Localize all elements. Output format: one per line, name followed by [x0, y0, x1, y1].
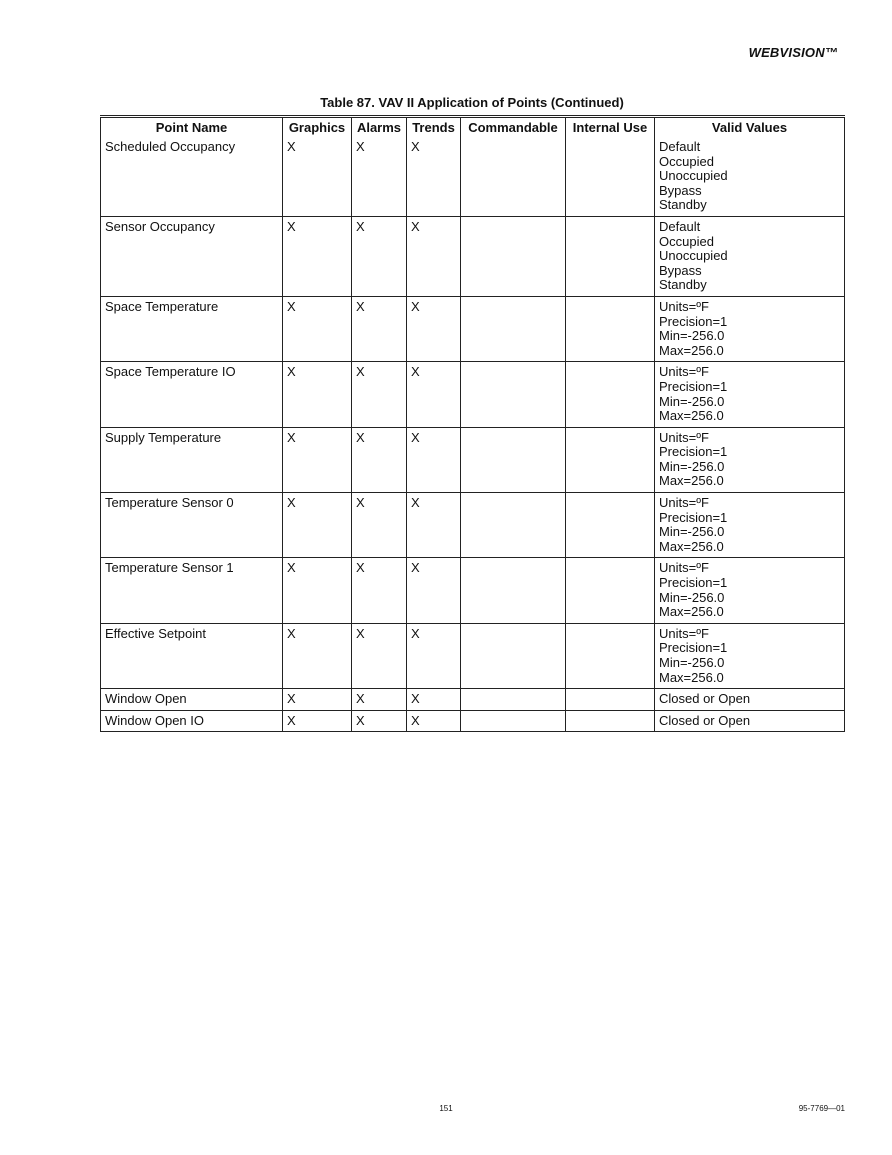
valid-value-line: Occupied — [659, 233, 714, 249]
valid-value-line: Standby — [659, 277, 707, 293]
valid-value-line: Max=256.0 — [659, 669, 724, 685]
valid-value-line: Closed or Open — [659, 691, 751, 707]
graphics-cell: X — [283, 296, 352, 361]
trends-cell: X — [407, 362, 461, 427]
valid-values-cell — [655, 493, 845, 558]
valid-value-line: Min=-256.0 — [659, 524, 725, 540]
alarms-cell: X — [352, 623, 407, 688]
table-row — [101, 493, 845, 558]
point-name-cell: Window Open IO — [101, 710, 283, 732]
valid-values-cell — [655, 623, 845, 688]
commandable-cell — [461, 689, 566, 711]
table-row — [101, 689, 845, 711]
point-name-cell: Sensor Occupancy — [101, 216, 283, 296]
table-row — [101, 216, 845, 296]
table-row — [101, 137, 845, 216]
alarms-cell: X — [352, 689, 407, 711]
running-header-product: WEBVISION™ — [748, 45, 838, 60]
table-row — [101, 427, 845, 492]
trends-cell: X — [407, 558, 461, 623]
document-number: 95-7769—01 — [798, 1104, 845, 1113]
valid-value-line: Min=-256.0 — [659, 458, 725, 474]
commandable-cell — [461, 493, 566, 558]
table-row — [101, 362, 845, 427]
page-number: 151 — [439, 1104, 453, 1113]
table-header-row — [101, 117, 845, 138]
valid-value-line: Max=256.0 — [659, 342, 724, 358]
valid-value-line: Bypass — [659, 182, 702, 198]
valid-value-line: Precision=1 — [659, 378, 728, 394]
valid-value-line: Precision=1 — [659, 313, 728, 329]
trends-cell: X — [407, 137, 461, 216]
valid-value-line: Max=256.0 — [659, 408, 724, 424]
trends-cell: X — [407, 493, 461, 558]
valid-value-line: Min=-256.0 — [659, 393, 725, 409]
valid-value-line: Units=ºF — [659, 625, 709, 641]
alarms-cell: X — [352, 427, 407, 492]
point-name-cell: Window Open — [101, 689, 283, 711]
valid-value-line: Precision=1 — [659, 444, 728, 460]
internal-use-cell — [566, 427, 655, 492]
commandable-cell — [461, 427, 566, 492]
valid-value-line: Units=ºF — [659, 364, 709, 380]
valid-value-line: Unoccupied — [659, 168, 728, 184]
points-table — [100, 115, 845, 732]
point-name-cell: Effective Setpoint — [101, 623, 283, 688]
trends-cell: X — [407, 216, 461, 296]
internal-use-cell — [566, 137, 655, 216]
valid-value-line: Max=256.0 — [659, 538, 724, 554]
valid-value-line: Units=ºF — [659, 495, 709, 511]
valid-value-line: Min=-256.0 — [659, 328, 725, 344]
graphics-cell: X — [283, 137, 352, 216]
valid-values-cell — [655, 558, 845, 623]
point-name-cell: Supply Temperature — [101, 427, 283, 492]
point-name-cell: Scheduled Occupancy — [101, 137, 283, 216]
column-header-alarms: Alarms — [352, 117, 407, 138]
alarms-cell: X — [352, 558, 407, 623]
valid-value-line: Min=-256.0 — [659, 655, 725, 670]
trends-cell: X — [407, 689, 461, 711]
commandable-cell — [461, 558, 566, 623]
table-caption: Table 87. VAV II Application of Points (Continued) — [320, 95, 624, 110]
valid-value-line: Precision=1 — [659, 509, 728, 525]
trends-cell: X — [407, 296, 461, 361]
alarms-cell: X — [352, 296, 407, 361]
commandable-cell — [461, 623, 566, 688]
internal-use-cell — [566, 296, 655, 361]
valid-values-cell — [655, 216, 845, 296]
valid-values-cell — [655, 362, 845, 427]
graphics-cell: X — [283, 427, 352, 492]
internal-use-cell — [566, 558, 655, 623]
commandable-cell — [461, 362, 566, 427]
internal-use-cell — [566, 710, 655, 732]
valid-values-cell — [655, 137, 845, 216]
graphics-cell: X — [283, 623, 352, 688]
alarms-cell: X — [352, 362, 407, 427]
valid-value-line: Precision=1 — [659, 640, 728, 656]
point-name-cell: Space Temperature — [101, 296, 283, 361]
valid-value-line: Precision=1 — [659, 575, 728, 591]
internal-use-cell — [566, 362, 655, 427]
graphics-cell: X — [283, 710, 352, 732]
graphics-cell: X — [283, 689, 352, 711]
column-header-internal-use: Internal Use — [566, 117, 655, 138]
column-header-trends: Trends — [407, 117, 461, 138]
valid-value-line: Default — [659, 139, 701, 154]
valid-value-line: Unoccupied — [659, 248, 728, 264]
valid-value-line: Units=ºF — [659, 560, 709, 576]
graphics-cell: X — [283, 493, 352, 558]
alarms-cell: X — [352, 493, 407, 558]
valid-values-cell — [655, 710, 845, 732]
valid-value-line: Bypass — [659, 262, 702, 278]
internal-use-cell — [566, 493, 655, 558]
table-row — [101, 710, 845, 732]
column-header-graphics: Graphics — [283, 117, 352, 138]
table-row — [101, 558, 845, 623]
trends-cell: X — [407, 623, 461, 688]
internal-use-cell — [566, 689, 655, 711]
point-name-cell: Space Temperature IO — [101, 362, 283, 427]
trends-cell: X — [407, 710, 461, 732]
column-header-commandable: Commandable — [461, 117, 566, 138]
valid-value-line: Occupied — [659, 153, 714, 169]
column-header-point-name: Point Name — [101, 117, 283, 138]
table-body — [101, 137, 845, 732]
alarms-cell: X — [352, 710, 407, 732]
commandable-cell — [461, 296, 566, 361]
table-row — [101, 296, 845, 361]
valid-value-line: Units=ºF — [659, 298, 709, 314]
internal-use-cell — [566, 623, 655, 688]
graphics-cell: X — [283, 558, 352, 623]
valid-value-line: Min=-256.0 — [659, 589, 725, 605]
alarms-cell: X — [352, 216, 407, 296]
graphics-cell: X — [283, 216, 352, 296]
table-row — [101, 623, 845, 688]
alarms-cell: X — [352, 137, 407, 216]
point-name-cell: Temperature Sensor 0 — [101, 493, 283, 558]
valid-value-line: Units=ºF — [659, 429, 709, 445]
valid-value-line: Max=256.0 — [659, 604, 724, 620]
valid-values-cell — [655, 296, 845, 361]
graphics-cell: X — [283, 362, 352, 427]
valid-value-line: Standby — [659, 197, 707, 213]
column-header-valid-values: Valid Values — [655, 117, 845, 138]
valid-value-line: Closed or Open — [659, 712, 751, 728]
valid-value-line: Default — [659, 218, 701, 234]
commandable-cell — [461, 710, 566, 732]
point-name-cell: Temperature Sensor 1 — [101, 558, 283, 623]
valid-values-cell — [655, 689, 845, 711]
commandable-cell — [461, 137, 566, 216]
trends-cell: X — [407, 427, 461, 492]
valid-values-cell — [655, 427, 845, 492]
internal-use-cell — [566, 216, 655, 296]
commandable-cell — [461, 216, 566, 296]
valid-value-line: Max=256.0 — [659, 473, 724, 489]
